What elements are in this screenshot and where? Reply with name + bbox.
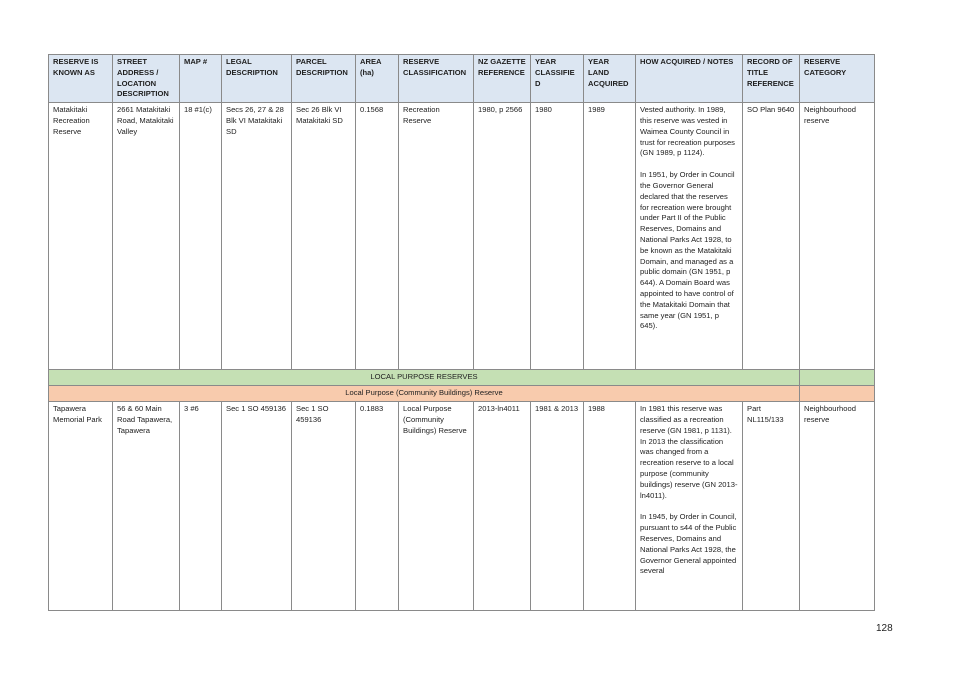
map-cell: 18 #1(c): [180, 103, 222, 370]
subsection-heading-blank: [800, 386, 875, 402]
column-header: YEAR CLASSIFIED: [531, 55, 584, 103]
subsection-heading: Local Purpose (Community Buildings) Reserve: [49, 386, 800, 402]
column-header: RESERVE CLASSIFICATION: [399, 55, 474, 103]
column-header: MAP #: [180, 55, 222, 103]
year-acquired-cell: 1989: [584, 103, 636, 370]
year-classified-cell: 1980: [531, 103, 584, 370]
column-header: PARCEL DESCRIPTION: [292, 55, 356, 103]
year-classified-cell: 1981 & 2013: [531, 402, 584, 611]
category-cell: Neighbourhood reserve: [800, 402, 875, 611]
map-cell: 3 #6: [180, 402, 222, 611]
column-header: LEGAL DESCRIPTION: [222, 55, 292, 103]
notes-cell: [636, 402, 743, 611]
title-reference-cell: SO Plan 9640: [743, 103, 800, 370]
notes-paragraph: In 1945, by Order in Council, pursuant to s44 of the Public Reserves, Domains and National Parks Act 1928, the Governor General appointed several: [640, 512, 737, 576]
table-row: [49, 103, 875, 370]
category-cell: Neighbourhood reserve: [800, 103, 875, 370]
classification-cell: Recreation Reserve: [399, 103, 474, 370]
title-reference-cell: Part NL115/133: [743, 402, 800, 611]
page-number: 128: [876, 623, 893, 634]
column-header: AREA (ha): [356, 55, 399, 103]
legal-description-cell: Sec 1 SO 459136: [222, 402, 292, 611]
column-header: HOW ACQUIRED / NOTES: [636, 55, 743, 103]
gazette-cell: 1980, p 2566: [474, 103, 531, 370]
section-heading: LOCAL PURPOSE RESERVES: [49, 370, 800, 386]
column-header: STREET ADDRESS / LOCATION DESCRIPTION: [113, 55, 180, 103]
subsection-heading-row: [49, 386, 875, 402]
column-header: NZ GAZETTE REFERENCE: [474, 55, 531, 103]
address-cell: 2661 Matakitaki Road, Matakitaki Valley: [113, 103, 180, 370]
area-cell: 0.1568: [356, 103, 399, 370]
column-header: YEAR LAND ACQUIRED: [584, 55, 636, 103]
column-header: RECORD OF TITLE REFERENCE: [743, 55, 800, 103]
classification-cell: Local Purpose (Community Buildings) Reserve: [399, 402, 474, 611]
year-acquired-cell: 1988: [584, 402, 636, 611]
address-cell: 56 & 60 Main Road Tapawera, Tapawera: [113, 402, 180, 611]
column-header: RESERVE CATEGORY: [800, 55, 875, 103]
section-heading-row: [49, 370, 875, 386]
reserves-table: [48, 54, 875, 611]
table-header-row: [49, 55, 875, 103]
area-cell: 0.1883: [356, 402, 399, 611]
reserve-name-cell: Matakitaki Recreation Reserve: [49, 103, 113, 370]
notes-paragraph: In 1981 this reserve was classified as a recreation reserve (GN 1981, p 1131). In 2013 the classification was changed from a recreation reserve to a local purpose (community buildings) reserve (GN 2013-ln4011).: [640, 404, 738, 500]
notes-cell: [636, 103, 743, 370]
notes-paragraph: In 1951, by Order in Council the Governor General declared that the reserves for recreation were brought under Part II of the Public Reserves, Domains and National Parks Act 1928, to be known as the Matakitaki Domain, and managed as a public domain (GN 1951, p 644). A Domain Board was appointed to have control of the Matakitaki Domain that same year (GN 1951, p 645).: [640, 170, 735, 331]
table-row: [49, 402, 875, 611]
reserve-name-cell: Tapawera Memorial Park: [49, 402, 113, 611]
notes-paragraph: Vested authority. In 1989, this reserve was vested in Waimea County Council in trust for recreation purposes (GN 1989, p 1124).: [640, 105, 735, 158]
gazette-cell: 2013-ln4011: [474, 402, 531, 611]
section-heading-blank: [800, 370, 875, 386]
legal-description-cell: Secs 26, 27 & 28 Blk VI Matakitaki SD: [222, 103, 292, 370]
column-header: RESERVE IS KNOWN AS: [49, 55, 113, 103]
parcel-description-cell: Sec 26 Blk VI Matakitaki SD: [292, 103, 356, 370]
parcel-description-cell: Sec 1 SO 459136: [292, 402, 356, 611]
